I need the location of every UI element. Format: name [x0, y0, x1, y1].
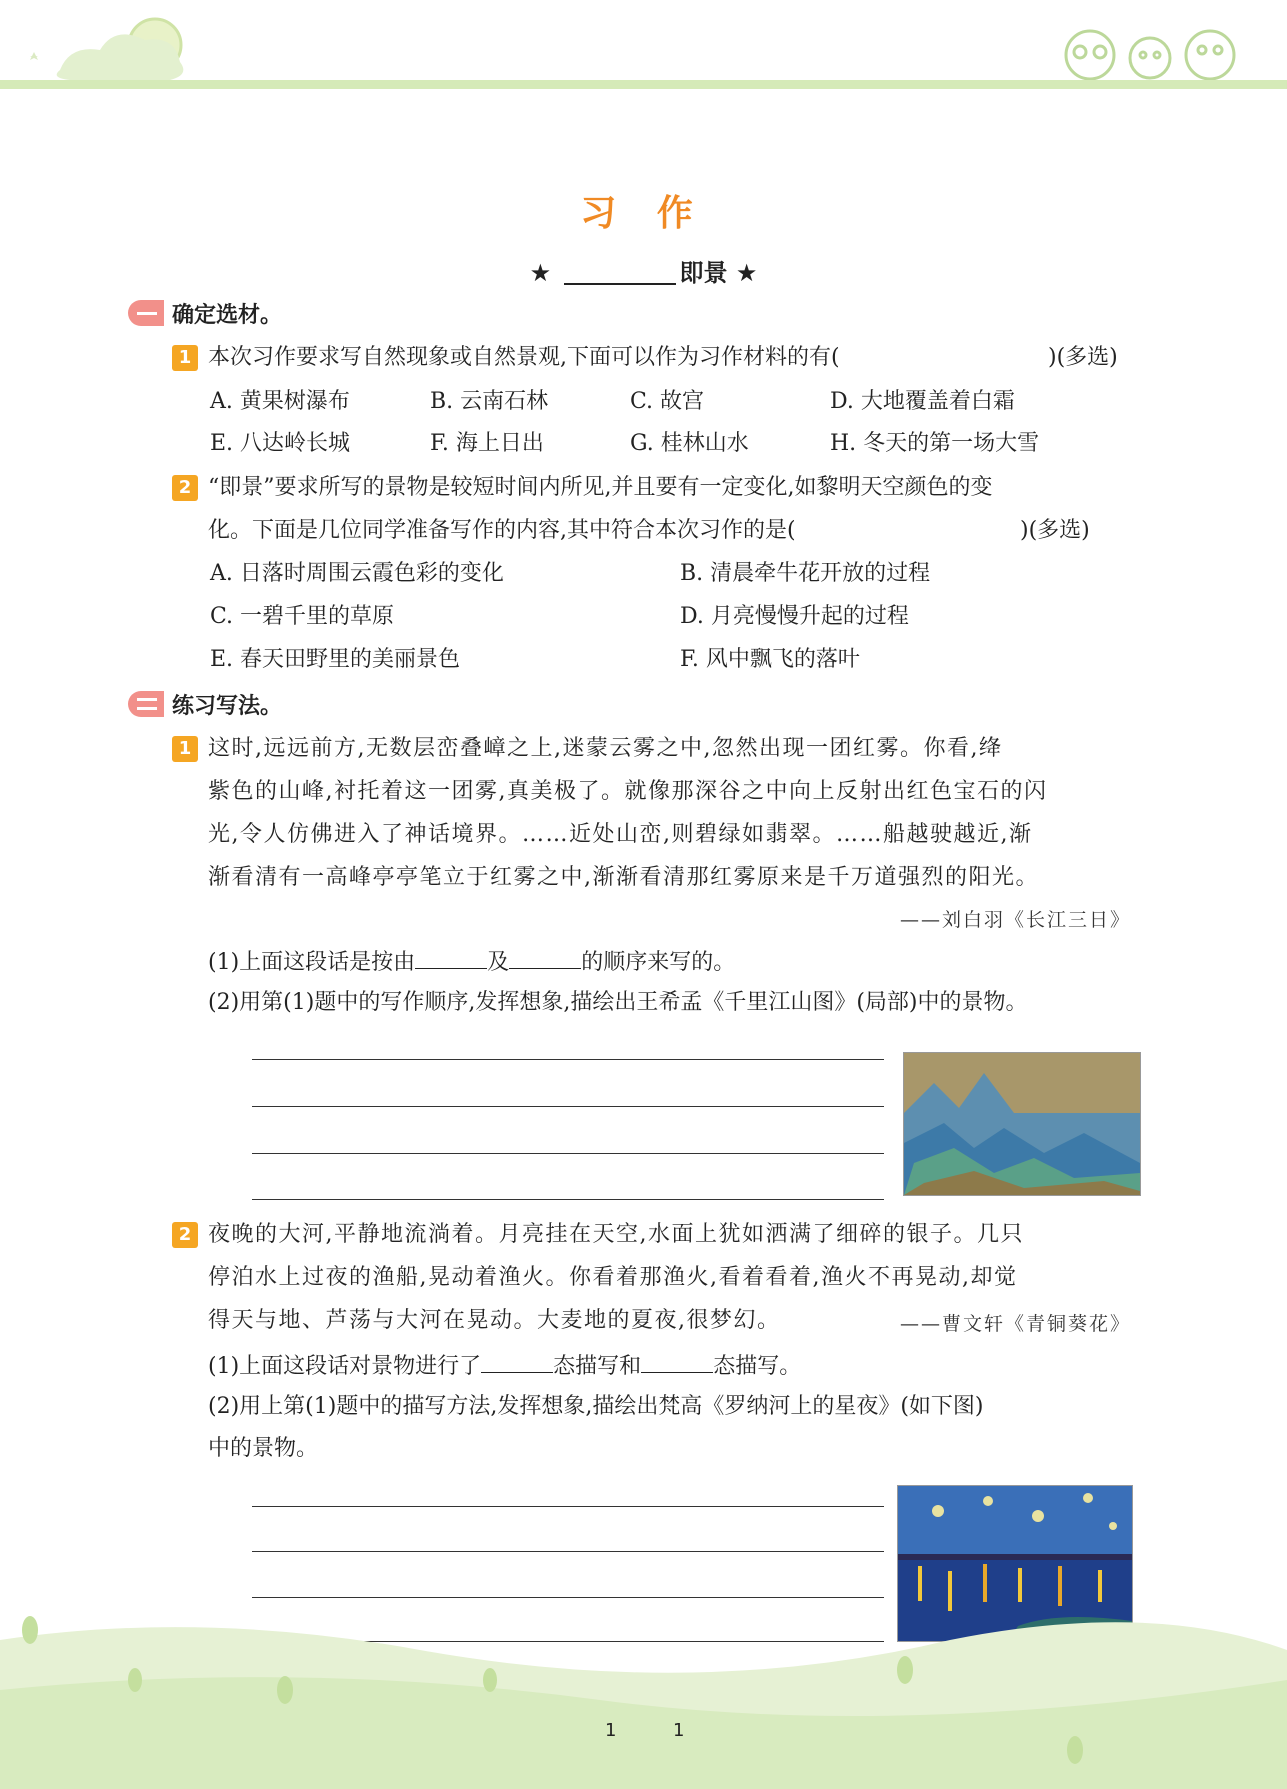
q2-stem-end: )(多选) — [1020, 518, 1090, 543]
question-number: 2 — [172, 1222, 198, 1248]
answer-line[interactable] — [252, 1153, 884, 1154]
q2-option: A. 日落时周围云霞色彩的变化 — [210, 561, 504, 586]
passage-line: 得天与地、芦荡与大河在晃动。大麦地的夏夜,很梦幻。 — [208, 1308, 781, 1333]
passage-line: 渐看清有一高峰亭亭笔立于红雾之中,渐渐看清那红雾原来是千万道强烈的阳光。 — [208, 865, 1039, 890]
subtitle-text: 即景 — [679, 259, 728, 287]
p2-sub1-text: 态描写和 — [553, 1354, 642, 1379]
star-icon: ★ — [529, 259, 552, 287]
answer-line[interactable] — [252, 1059, 884, 1060]
page-number-left: 1 — [605, 1720, 617, 1741]
q1-option: E. 八达岭长城 — [210, 431, 351, 456]
page-title: 习 作 — [580, 193, 707, 234]
p2-sub1-text: (1)上面这段话对景物进行了 — [208, 1354, 482, 1379]
passage-source: ——刘白羽《长江三日》 — [900, 909, 1132, 931]
sun-icon — [30, 19, 183, 80]
p2-sub1-text: 态描写。 — [713, 1354, 802, 1379]
passage-source: ——曹文轩《青铜葵花》 — [900, 1313, 1132, 1335]
question-number: 2 — [172, 475, 198, 501]
section-2-badge — [128, 691, 164, 717]
q1-stem: 本次习作要求写自然现象或自然景观,下面可以作为习作材料的有( — [208, 345, 840, 370]
q2-option: C. 一碧千里的草原 — [210, 604, 395, 629]
page-number-right: 1 — [673, 1720, 685, 1741]
q1-option: C. 故宫 — [630, 389, 705, 414]
passage-line: 夜晚的大河,平静地流淌着。月亮挂在天空,水面上犹如洒满了细碎的银子。几只 — [208, 1222, 1024, 1247]
passage-line: 紫色的山峰,衬托着这一团雾,真美极了。就像那深谷之中向上反射出红色宝石的闪 — [208, 779, 1048, 804]
question-number: 1 — [172, 345, 198, 371]
q1-stem-end: )(多选) — [1048, 345, 1118, 370]
q1-option: H. 冬天的第一场大雪 — [830, 431, 1040, 456]
section-2-title: 练习写法。 — [172, 693, 283, 719]
answer-line[interactable] — [252, 1199, 884, 1200]
answer-line[interactable] — [252, 1597, 884, 1598]
question-number: 1 — [172, 736, 198, 762]
q2-option: D. 月亮慢慢升起的过程 — [680, 604, 909, 629]
section-2-heading — [128, 689, 282, 719]
p1-sub1-text: (1)上面这段话是按由 — [208, 950, 416, 975]
q1-option: D. 大地覆盖着白霜 — [830, 389, 1015, 414]
q1-option: A. 黄果树瀑布 — [210, 389, 350, 414]
p2-sub1 — [208, 1350, 801, 1381]
passage-line: 这时,远远前方,无数层峦叠嶂之上,迷蒙云雾之中,忽然出现一团红雾。你看,绛 — [208, 736, 1003, 761]
q1-option: F. 海上日出 — [430, 431, 544, 456]
title-blank — [564, 257, 676, 285]
answer-line[interactable] — [252, 1506, 884, 1507]
answer-line[interactable] — [252, 1106, 884, 1107]
p2-sub2: (2)用上第(1)题中的描写方法,发挥想象,描绘出梵高《罗纳河上的星夜》(如下图) — [208, 1394, 984, 1419]
section-1-badge — [128, 300, 164, 326]
star-icon: ★ — [735, 259, 758, 287]
p1-sub1-text: 及 — [487, 950, 510, 975]
p1-sub1-text: 的顺序来写的。 — [581, 950, 736, 975]
answer-line[interactable] — [252, 1551, 884, 1552]
p1-sub1 — [208, 946, 735, 977]
passage-line: 光,令人仿佛进入了神话境界。……近处山峦,则碧绿如翡翠。……船越驶越近,渐 — [208, 822, 1033, 847]
q2-option: B. 清晨牵牛花开放的过程 — [680, 561, 931, 586]
q1-option: B. 云南石林 — [430, 389, 549, 414]
q2-option: E. 春天田野里的美丽景色 — [210, 647, 461, 672]
section-1-title: 确定选材。 — [172, 302, 283, 328]
p2-sub2: 中的景物。 — [208, 1436, 319, 1461]
landscape-painting — [903, 1052, 1141, 1196]
q2-stem-line: 化。下面是几位同学准备写作的内容,其中符合本次习作的是( — [208, 518, 796, 543]
section-1-heading — [128, 298, 282, 328]
animal-faces-icon — [1066, 31, 1234, 79]
q2-option: F. 风中飘飞的落叶 — [680, 647, 860, 672]
q1-option: G. 桂林山水 — [630, 431, 749, 456]
passage-line: 停泊水上过夜的渔船,晃动着渔火。你看着那渔火,看着看着,渔火不再晃动,却觉 — [208, 1265, 1018, 1290]
footer-hills — [0, 1600, 1287, 1789]
subtitle — [0, 253, 1287, 288]
q2-stem-line: “即景”要求所写的景物是较短时间内所见,并且要有一定变化,如黎明天空颜色的变 — [208, 475, 993, 500]
header-band — [0, 80, 1287, 89]
p1-sub2: (2)用第(1)题中的写作顺序,发挥想象,描绘出王希孟《千里江山图》(局部)中的景物。 — [208, 990, 1028, 1015]
